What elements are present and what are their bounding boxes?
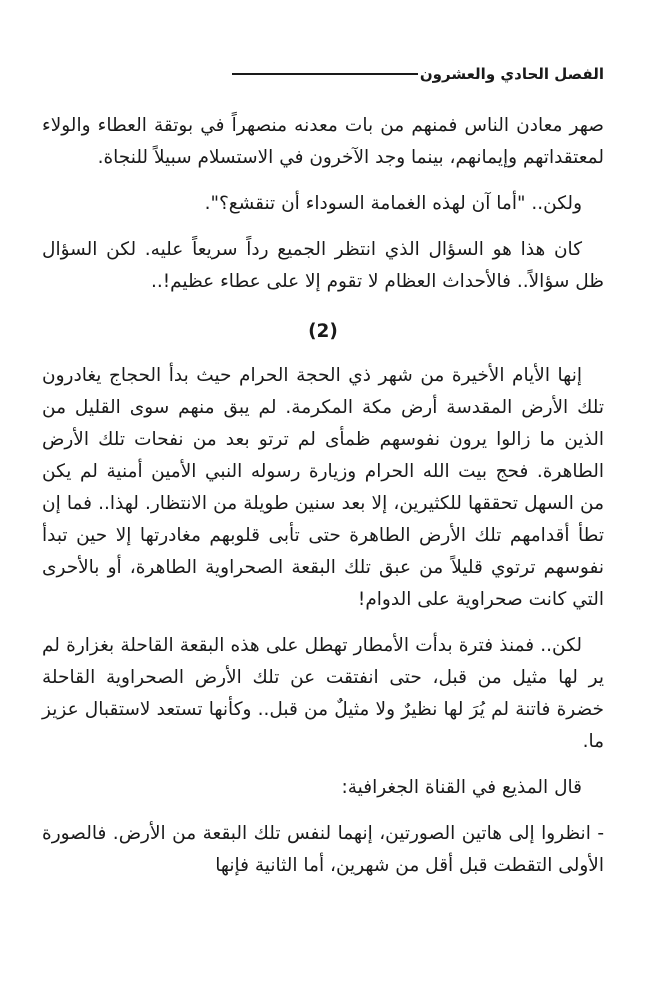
- paragraph: صهر معادن الناس فمنهم من بات معدنه منصهراً في بوتقة العطاء والولاء لمعتقداتهم وإيمانهم، بينما وجد الآخرون في الاستسلام سبيلاً للنجاة.: [42, 115, 604, 168]
- paragraph: لكن.. فمنذ فترة بدأت الأمطار تهطل على هذه البقعة القاحلة بغزارة لم ير لها مثيل من قبل، حتى انفتقت عن تلك الأرض الصحراوية القاحلة خضرة فاتنة لم يُرَ لها نظيرٌ ولا مثيلٌ من قبل.. وكأنها تستعد لاستقبال عزيز ما.: [42, 635, 604, 752]
- paragraph: قال المذيع في القناة الجغرافية:: [341, 777, 582, 798]
- page-content: [42, 110, 604, 896]
- header-rule: [232, 73, 418, 75]
- paragraph: إنها الأيام الأخيرة من شهر ذي الحجة الحرام حيث بدأ الحجاج يغادرون تلك الأرض المقدسة أرض مكة المكرمة. لم يبق منهم سوى القليل من الذين ما زالوا يرون نفوسهم ظمأى لم ترتو بعد من نفحات تلك الأرض الطاهرة. فحج بيت الله الحرام وزيارة رسوله النبي الأمين أمنية لم يكن من السهل تحققها للكثيرين، إلا بعد سنين طويلة من الانتظار. لهذا.. فما إن تطأ أقدامهم تلك الأرض الطاهرة حتى تأبى قلوبهم مغادرتها إلا حين تبدأ نفوسهم ترتوي قليلاً من عبق تلك البقعة الصحراوية الطاهرة، أو بالأحرى التي كانت صحراوية على الدوام!: [42, 365, 604, 610]
- book-page: [42, 0, 604, 1000]
- paragraph: ولكن.. "أما آن لهذه الغمامة السوداء أن تنقشع؟".: [204, 193, 582, 214]
- section-number: (2): [308, 321, 338, 342]
- chapter-title: الفصل الحادي والعشرون: [419, 65, 604, 83]
- page-header: [42, 62, 604, 86]
- paragraph: كان هذا هو السؤال الذي انتظر الجميع رداً سريعاً عليه. لكن السؤال ظل سؤالاً.. فالأحداث العظام لا تقوم إلا على عطاء عظيم!..: [42, 239, 604, 292]
- paragraph: - انظروا إلى هاتين الصورتين، إنهما لنفس تلك البقعة من الأرض. فالصورة الأولى التقطت قبل أقل من شهرين، أما الثانية فإنها: [42, 823, 604, 876]
